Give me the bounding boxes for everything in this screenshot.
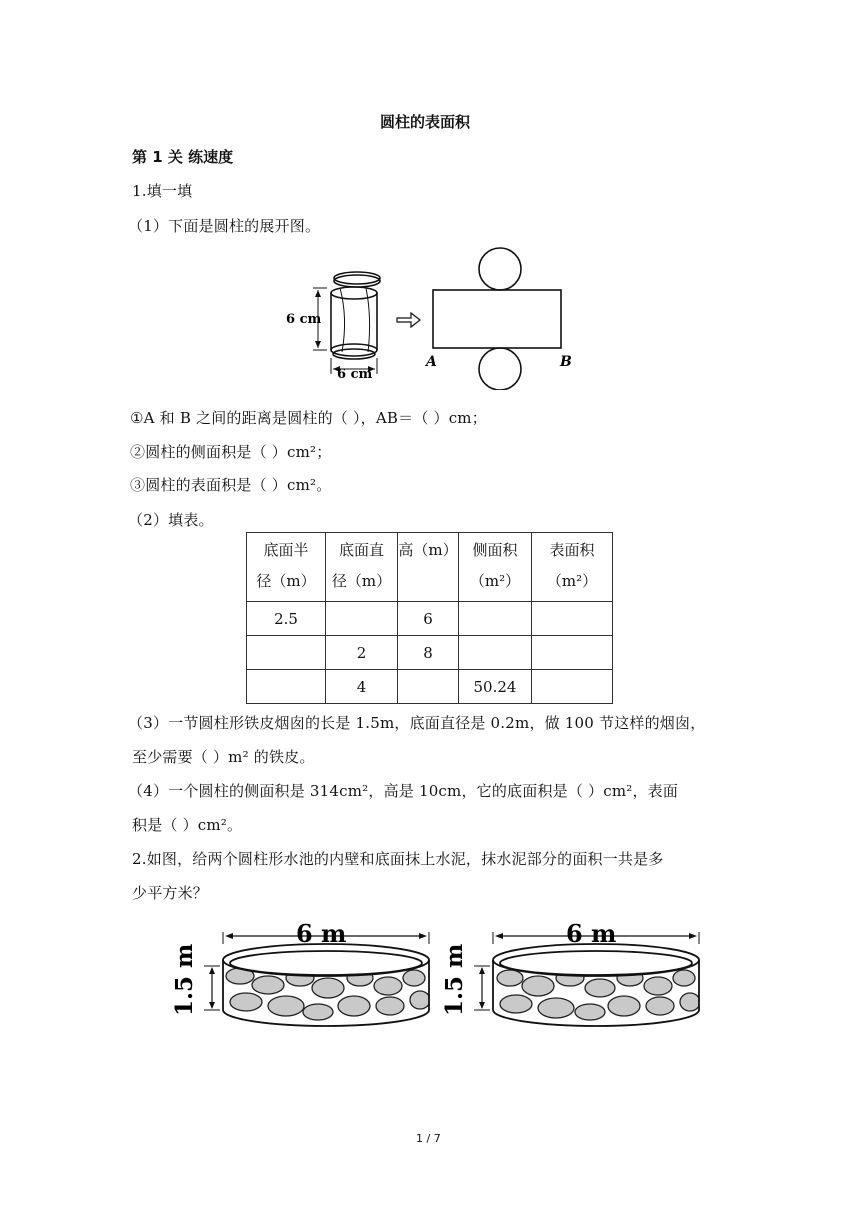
header-line: （m²） — [469, 572, 521, 590]
q1-part3-line1: （3）一节圆柱形铁皮烟囱的长是 1.5m，底面直径是 0.2m，做 100 节这样的烟囱， — [128, 714, 706, 732]
header-line: 侧面积 — [472, 541, 518, 559]
header-line: 底面直 — [338, 541, 384, 559]
table-header-cell — [459, 533, 532, 602]
table-cell — [326, 602, 398, 636]
table-cell — [532, 636, 613, 670]
question-1-label: 1.填一填 — [132, 182, 193, 200]
table-row — [247, 602, 613, 636]
table-cell: 4 — [326, 670, 398, 704]
question-2-line1: 2.如图，给两个圆柱形水池的内壁和底面抹上水泥，抹水泥部分的面积一共是多 — [132, 850, 664, 868]
q1-part2-text: （2）填表。 — [128, 511, 214, 529]
table-header-cell — [326, 533, 398, 602]
point-a-label: A — [426, 354, 437, 370]
left-pool-diameter-label: 6 m — [296, 919, 347, 948]
table-cell: 8 — [398, 636, 459, 670]
fill-in-table — [246, 532, 613, 704]
q1-part4-line2: 积是（ ）cm²。 — [132, 816, 243, 834]
table-cell: 2 — [326, 636, 398, 670]
table-cell — [247, 670, 326, 704]
right-pool — [441, 919, 708, 1028]
header-line: 径（m） — [256, 572, 316, 590]
table-cell — [398, 670, 459, 704]
pools-figure — [168, 918, 708, 1030]
table-cell — [532, 670, 613, 704]
table-cell — [532, 602, 613, 636]
page-number: 1 / 7 — [416, 1132, 441, 1145]
table-row — [247, 670, 613, 704]
q1-blank-3: ③圆柱的表面积是（ ）cm²。 — [130, 476, 332, 494]
table-cell: 2.5 — [247, 602, 326, 636]
table-row — [247, 636, 613, 670]
section-heading: 第 1 关 练速度 — [132, 148, 234, 166]
header-line: 径（m） — [331, 572, 392, 590]
table-header-cell — [532, 533, 613, 602]
table-cell: 6 — [398, 602, 459, 636]
left-pool-height-label: 1.5 m — [171, 943, 198, 1016]
right-pool-diameter-label: 6 m — [566, 919, 617, 948]
left-pool — [171, 919, 438, 1028]
document-title: 圆柱的表面积 — [380, 113, 471, 131]
table-cell — [459, 636, 532, 670]
q1-blank-1: ①A 和 B 之间的距离是圆柱的（ ），AB＝（ ）cm； — [130, 409, 487, 427]
table-header-cell — [398, 533, 459, 602]
q1-part3-line2: 至少需要（ ）m² 的铁皮。 — [132, 748, 315, 766]
table-header-row — [247, 533, 613, 602]
table-cell: 50.24 — [459, 670, 532, 704]
figure-height-label: 6 cm — [286, 312, 322, 327]
right-pool-height-label: 1.5 m — [441, 943, 468, 1016]
table-cell — [459, 602, 532, 636]
header-line: （m²） — [546, 572, 598, 590]
table-cell — [247, 636, 326, 670]
q1-part1-text: （1）下面是圆柱的展开图。 — [128, 217, 321, 235]
table-header-cell — [247, 533, 326, 602]
point-b-label: B — [560, 354, 572, 370]
cylinder-net-figure — [280, 238, 590, 390]
header-line: 表面积 — [549, 541, 595, 559]
q1-blank-2: ②圆柱的侧面积是（ ）cm²； — [130, 443, 332, 461]
q1-part4-line1: （4）一个圆柱的侧面积是 314cm²，高是 10cm，它的底面积是（ ）cm²，表面 — [128, 782, 679, 800]
question-2-line2: 少平方米？ — [132, 884, 209, 902]
header-line: 高（m） — [398, 541, 458, 559]
header-line: 底面半 — [263, 541, 309, 559]
figure-diameter-label: 6 cm — [337, 367, 373, 382]
